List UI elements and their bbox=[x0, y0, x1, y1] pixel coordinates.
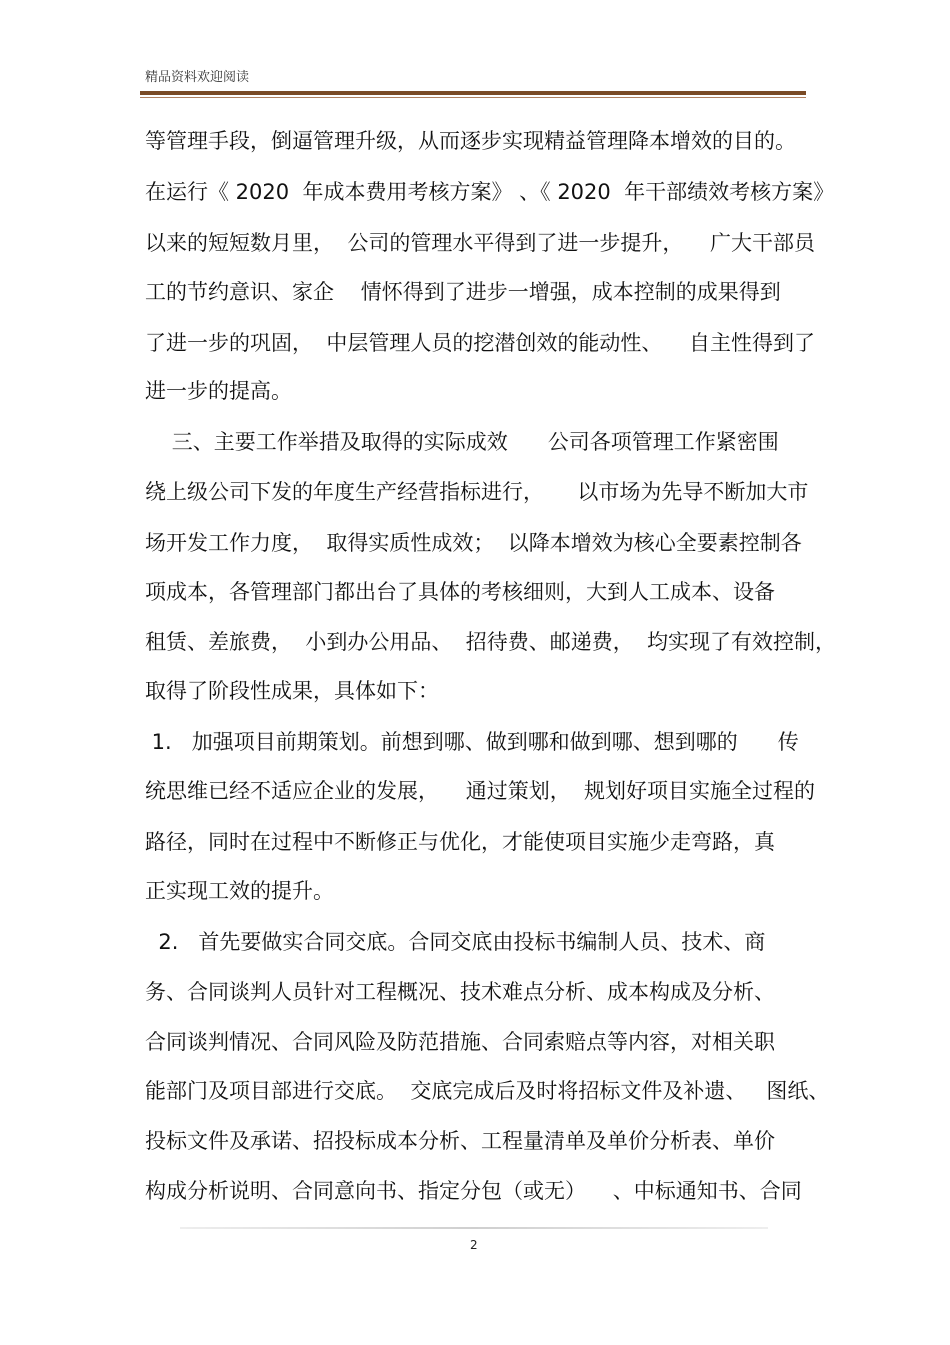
text-line: 构成分析说明、合同意向书、指定分包（或无） 、中标通知书、合同 bbox=[145, 1179, 802, 1203]
header-rule-thick bbox=[140, 91, 806, 95]
text-line: 务、合同谈判人员针对工程概况、技术难点分析、成本构成及分析、 bbox=[145, 980, 775, 1004]
footer-rule bbox=[180, 1227, 768, 1229]
text-line: 进一步的提高。 bbox=[145, 379, 292, 403]
text-line: 租赁、差旅费， 小到办公用品、 招待费、邮递费， 均实现了有效控制， bbox=[145, 630, 837, 654]
text-line: 工的节约意识、家企 情怀得到了进步一增强，成本控制的成果得到 bbox=[145, 280, 781, 304]
text-line: 绕上级公司下发的年度生产经营指标进行， 以市场为先导不断加大市 bbox=[145, 480, 809, 504]
text-line: 了进一步的巩固， 中层管理人员的挖潜创效的能动性、 自主性得到了 bbox=[145, 331, 816, 355]
text-line: 能部门及项目部进行交底。 交底完成后及时将招标文件及补遗、 图纸、 bbox=[145, 1079, 830, 1103]
page-header: 精品资料欢迎阅读 bbox=[145, 70, 250, 85]
text-line: 投标文件及承诺、招投标成本分析、工程量清单及单价分析表、单价 bbox=[145, 1129, 775, 1153]
text-line: 三、主要工作举措及取得的实际成效 公司各项管理工作紧密围 bbox=[145, 430, 779, 454]
text-line: 以来的短短数月里， 公司的管理水平得到了进一步提升， 广大干部员 bbox=[145, 231, 816, 255]
text-line: 正实现工效的提升。 bbox=[145, 879, 334, 903]
text-line: 统思维已经不适应企业的发展， 通过策划， 规划好项目实施全过程的 bbox=[145, 779, 816, 803]
header-rule-thin bbox=[140, 97, 806, 98]
text-line: 项成本，各管理部门都出台了具体的考核细则，大到人工成本、设备 bbox=[145, 580, 775, 604]
page-number: 2 bbox=[470, 1238, 478, 1252]
text-line: 2. 首先要做实合同交底。合同交底由投标书编制人员、技术、商 bbox=[145, 930, 766, 954]
text-line: 等管理手段，倒逼管理升级，从而逐步实现精益管理降本增效的目的。 bbox=[145, 129, 796, 153]
text-line: 路径，同时在过程中不断修正与优化，才能使项目实施少走弯路，真 bbox=[145, 830, 775, 854]
text-line: 合同谈判情况、合同风险及防范措施、合同索赔点等内容，对相关职 bbox=[145, 1030, 775, 1054]
text-line: 在运行《 2020 年成本费用考核方案》 、《 2020 年干部绩效考核方案》 bbox=[145, 180, 835, 204]
text-line: 场开发工作力度， 取得实质性成效； 以降本增效为核心全要素控制各 bbox=[145, 531, 802, 555]
text-line: 1. 加强项目前期策划。前想到哪、做到哪和做到哪、想到哪的 传 bbox=[145, 730, 799, 754]
text-line: 取得了阶段性成果，具体如下： bbox=[145, 679, 439, 703]
